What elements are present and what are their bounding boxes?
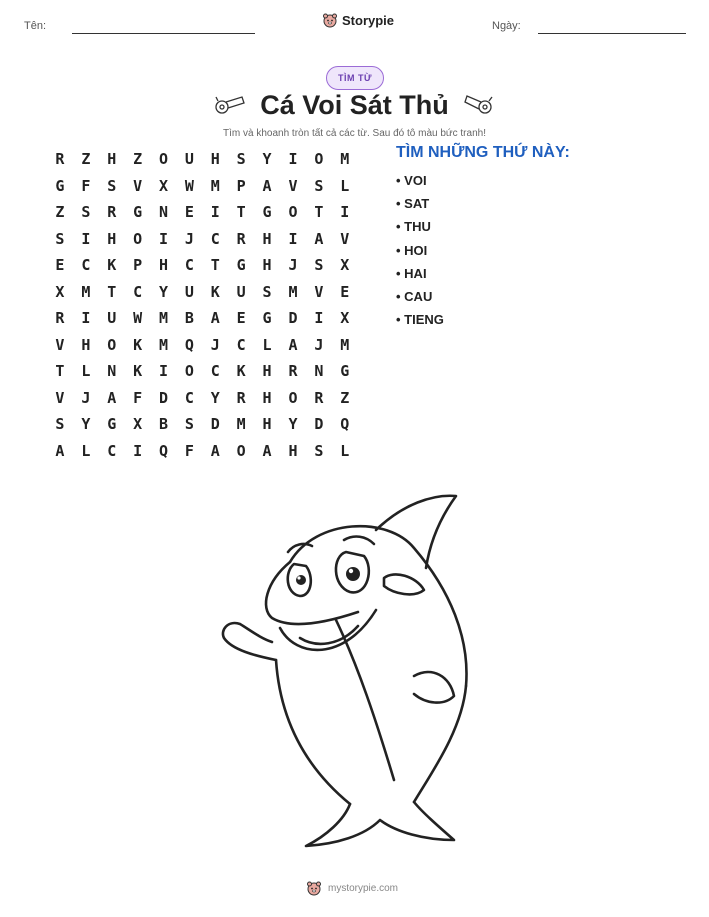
grid-cell[interactable]: C <box>184 388 194 407</box>
date-label: Ngày: <box>492 20 521 32</box>
grid-cell[interactable]: P <box>133 256 143 275</box>
word-list-item: • VOI <box>396 173 427 188</box>
grid-cell[interactable]: C <box>81 256 91 275</box>
grid-cell[interactable]: O <box>158 150 169 169</box>
grid-cell[interactable]: H <box>288 441 298 460</box>
grid-cell[interactable]: J <box>210 335 220 354</box>
grid-cell[interactable]: H <box>262 362 272 381</box>
grid-cell[interactable]: M <box>340 335 350 354</box>
grid-cell[interactable]: J <box>314 335 324 354</box>
grid-cell[interactable]: T <box>314 203 324 222</box>
grid-cell[interactable]: T <box>210 256 220 275</box>
grid-cell[interactable]: E <box>184 203 194 222</box>
grid-cell[interactable]: V <box>314 282 324 301</box>
grid-cell[interactable]: C <box>133 282 143 301</box>
grid-cell[interactable]: K <box>133 362 143 381</box>
orca-illustration <box>218 490 490 852</box>
grid-cell[interactable]: E <box>340 282 350 301</box>
word-list-item: • HAI <box>396 265 427 281</box>
grid-cell[interactable]: A <box>262 176 272 195</box>
name-line <box>72 33 255 34</box>
word-list <box>396 172 444 334</box>
activity-badge: TÌM TỪ <box>326 66 384 90</box>
grid-cell[interactable]: P <box>236 176 246 195</box>
grid-cell[interactable]: V <box>55 388 65 407</box>
grid-cell[interactable]: M <box>340 150 350 169</box>
grid-cell[interactable]: T <box>107 282 117 301</box>
grid-cell[interactable]: S <box>107 176 117 195</box>
grid-cell[interactable]: C <box>107 441 117 460</box>
grid-cell[interactable]: F <box>81 176 91 195</box>
grid-cell[interactable]: K <box>133 335 143 354</box>
grid-cell[interactable]: F <box>184 441 194 460</box>
grid-cell[interactable]: S <box>236 150 246 169</box>
grid-cell[interactable]: A <box>314 229 324 248</box>
grid-cell[interactable]: K <box>210 282 220 301</box>
footer-url: mystorypie.com <box>328 882 399 894</box>
grid-cell[interactable]: X <box>340 256 350 275</box>
grid-cell[interactable]: S <box>55 415 65 434</box>
grid-cell[interactable]: X <box>133 415 143 434</box>
grid-cell[interactable]: O <box>314 150 324 169</box>
grid-cell[interactable]: H <box>158 256 169 275</box>
grid-cell[interactable]: C <box>184 256 194 275</box>
grid-cell[interactable]: D <box>288 309 298 328</box>
grid-cell[interactable]: W <box>133 309 143 328</box>
word-list-title: TÌM NHỮNG THỨ NÀY: <box>396 144 570 161</box>
grid-cell[interactable]: Z <box>340 388 350 407</box>
grid-cell[interactable]: H <box>262 388 272 407</box>
grid-cell[interactable]: Z <box>55 203 65 222</box>
grid-cell[interactable]: D <box>314 415 324 434</box>
word-list-item: • SAT <box>396 196 430 212</box>
grid-cell[interactable]: S <box>262 282 272 301</box>
grid-cell[interactable]: G <box>340 362 350 381</box>
grid-cell[interactable]: I <box>133 441 143 460</box>
grid-cell[interactable]: X <box>55 282 65 301</box>
grid-cell[interactable]: L <box>340 441 350 460</box>
brand-name: Storypie <box>342 12 395 28</box>
grid-cell[interactable]: N <box>158 203 169 222</box>
grid-cell[interactable]: V <box>133 176 143 195</box>
grid-cell[interactable]: U <box>184 282 194 301</box>
grid-cell[interactable]: O <box>288 203 298 222</box>
grid-cell[interactable]: I <box>288 229 298 248</box>
grid-cell[interactable]: F <box>133 388 143 407</box>
grid-cell[interactable]: D <box>158 388 169 407</box>
grid-cell[interactable]: Y <box>158 282 169 301</box>
grid-cell[interactable]: L <box>81 441 91 460</box>
grid-cell[interactable]: A <box>210 441 220 460</box>
grid-cell[interactable]: M <box>158 309 169 328</box>
page-title: Cá Voi Sát Thủ <box>260 90 449 120</box>
grid-cell[interactable]: J <box>81 388 91 407</box>
grid-cell[interactable]: I <box>158 229 169 248</box>
word-list-item: • TIENG <box>396 312 444 328</box>
grid-cell[interactable]: I <box>81 229 91 248</box>
grid-cell[interactable]: W <box>184 176 194 195</box>
whistle-icon <box>463 92 495 118</box>
grid-cell[interactable]: T <box>236 203 246 222</box>
grid-cell[interactable]: X <box>340 309 350 328</box>
grid-cell[interactable]: O <box>288 388 298 407</box>
grid-cell[interactable]: M <box>288 282 298 301</box>
grid-cell[interactable]: I <box>340 203 350 222</box>
grid-cell[interactable]: R <box>107 203 117 222</box>
footer <box>306 880 398 896</box>
grid-cell[interactable]: S <box>314 256 324 275</box>
grid-cell[interactable]: R <box>236 229 246 248</box>
grid-cell[interactable]: L <box>81 362 91 381</box>
grid-cell[interactable]: Z <box>81 150 91 169</box>
grid-cell[interactable]: O <box>133 229 143 248</box>
grid-cell[interactable]: G <box>133 203 143 222</box>
grid-cell[interactable]: H <box>81 335 91 354</box>
grid-cell[interactable]: R <box>236 388 246 407</box>
grid-cell[interactable]: M <box>210 176 220 195</box>
grid-cell[interactable]: A <box>262 441 272 460</box>
grid-cell[interactable]: I <box>158 362 169 381</box>
grid-cell[interactable]: J <box>184 229 194 248</box>
grid-cell[interactable]: O <box>236 441 246 460</box>
word-list-item: • THU <box>396 219 431 235</box>
grid-cell[interactable]: G <box>262 309 272 328</box>
grid-cell[interactable]: A <box>288 335 298 354</box>
brand-logo <box>322 12 394 28</box>
grid-cell[interactable]: C <box>210 362 220 381</box>
grid-cell[interactable]: B <box>184 309 194 328</box>
grid-cell[interactable]: Q <box>158 441 169 460</box>
grid-cell[interactable]: R <box>288 362 298 381</box>
grid-cell[interactable]: T <box>55 362 65 381</box>
grid-cell[interactable]: M <box>81 282 91 301</box>
grid-cell[interactable]: G <box>236 256 246 275</box>
grid-cell[interactable]: I <box>288 150 298 169</box>
grid-cell[interactable]: L <box>340 176 350 195</box>
grid-cell[interactable]: N <box>107 362 117 381</box>
grid-cell[interactable]: K <box>107 256 117 275</box>
grid-cell[interactable]: C <box>236 335 246 354</box>
grid-cell[interactable]: B <box>158 415 169 434</box>
grid-cell[interactable]: N <box>314 362 324 381</box>
grid-cell[interactable]: H <box>262 229 272 248</box>
grid-cell[interactable]: Y <box>288 415 298 434</box>
grid-cell[interactable]: I <box>210 203 220 222</box>
grid-cell[interactable]: L <box>262 335 272 354</box>
grid-cell[interactable]: E <box>55 256 65 275</box>
grid-cell[interactable]: G <box>262 203 272 222</box>
grid-cell[interactable]: Q <box>184 335 194 354</box>
grid-cell[interactable]: X <box>158 176 169 195</box>
grid-cell[interactable]: S <box>55 229 65 248</box>
grid-cell[interactable]: D <box>210 415 220 434</box>
grid-cell[interactable]: S <box>314 441 324 460</box>
grid-cell[interactable]: K <box>236 362 246 381</box>
grid-cell[interactable]: H <box>262 415 272 434</box>
grid-cell[interactable]: A <box>107 388 117 407</box>
word-list-item: • CAU <box>396 288 433 304</box>
storypie-bear-icon <box>306 880 322 896</box>
grid-cell[interactable]: I <box>314 309 324 328</box>
grid-cell[interactable]: M <box>158 335 169 354</box>
grid-cell[interactable]: V <box>288 176 298 195</box>
grid-cell[interactable]: I <box>81 309 91 328</box>
grid-cell[interactable]: S <box>184 415 194 434</box>
grid-cell[interactable]: H <box>262 256 272 275</box>
grid-cell[interactable]: V <box>340 229 350 248</box>
grid-cell[interactable]: G <box>55 176 65 195</box>
grid-cell[interactable]: E <box>236 309 246 328</box>
instructions: Tìm và khoanh tròn tất cả các từ. Sau đó tô màu bức tranh! <box>223 128 486 139</box>
grid-cell[interactable]: U <box>184 150 194 169</box>
grid-cell[interactable]: S <box>81 203 91 222</box>
grid-cell[interactable]: M <box>236 415 246 434</box>
grid-cell[interactable]: Y <box>262 150 272 169</box>
grid-cell[interactable]: A <box>210 309 220 328</box>
grid-cell[interactable]: C <box>210 229 220 248</box>
grid-cell[interactable]: S <box>314 176 324 195</box>
grid-cell[interactable]: R <box>314 388 324 407</box>
grid-cell[interactable]: J <box>288 256 298 275</box>
grid-cell[interactable]: R <box>55 309 65 328</box>
word-search-grid[interactable] <box>47 146 358 464</box>
grid-cell[interactable]: U <box>107 309 117 328</box>
grid-cell[interactable]: G <box>107 415 117 434</box>
grid-cell[interactable]: O <box>107 335 117 354</box>
grid-cell[interactable]: O <box>184 362 194 381</box>
grid-cell[interactable]: V <box>55 335 65 354</box>
grid-cell[interactable]: H <box>107 150 117 169</box>
grid-cell[interactable]: Y <box>81 415 91 434</box>
word-list-item: • HOI <box>396 242 428 258</box>
grid-cell[interactable]: U <box>236 282 246 301</box>
grid-cell[interactable]: Y <box>210 388 220 407</box>
grid-cell[interactable]: R <box>55 150 65 169</box>
grid-cell[interactable]: Q <box>340 415 350 434</box>
grid-cell[interactable]: H <box>210 150 220 169</box>
date-line <box>538 33 686 34</box>
grid-cell[interactable]: A <box>55 441 65 460</box>
name-label: Tên: <box>24 20 47 32</box>
grid-cell[interactable]: Z <box>133 150 143 169</box>
storypie-bear-icon <box>322 12 338 28</box>
grid-cell[interactable]: H <box>107 229 117 248</box>
